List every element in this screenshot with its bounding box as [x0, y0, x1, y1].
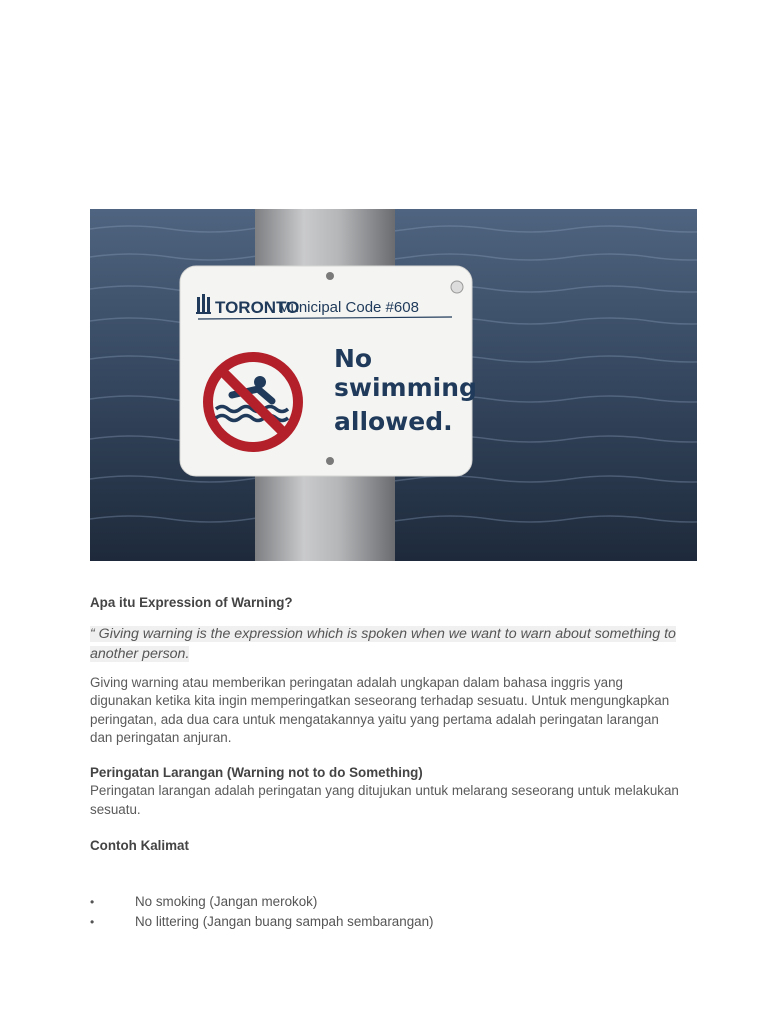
- paragraph-larangan: Peringatan larangan adalah peringatan yang ditujukan untuk melarang seseorang untuk melakukan sesuatu.: [90, 783, 679, 817]
- no-swimming-icon: [208, 357, 298, 447]
- bullet-icon: •: [90, 894, 95, 909]
- sign-line-3: allowed.: [334, 407, 453, 436]
- toronto-logo-icon: [196, 294, 211, 314]
- sign-photo: [90, 209, 697, 561]
- quote-text: “ Giving warning is the expression which is spoken when we want to warn about something to another person.: [90, 625, 676, 662]
- sign-line-1: No: [334, 344, 373, 373]
- list-item-text: No littering (Jangan buang sampah sembarangan): [135, 913, 434, 929]
- sign-code: Municipal Code #608: [278, 299, 419, 316]
- example-list: [90, 892, 680, 932]
- definition-quote: [90, 624, 680, 664]
- heading-expression-of-warning: Apa itu Expression of Warning?: [90, 595, 293, 610]
- screw-icon: [326, 457, 334, 465]
- bolt-icon: [451, 281, 463, 293]
- article-body: [90, 594, 680, 932]
- heading-peringatan-larangan: Peringatan Larangan (Warning not to do Something): [90, 764, 423, 780]
- list-item: [90, 912, 680, 932]
- heading-contoh-kalimat: Contoh Kalimat: [90, 838, 189, 853]
- screw-icon: [326, 272, 334, 280]
- sign-line-2: swimming: [334, 373, 477, 402]
- bullet-icon: •: [90, 914, 95, 929]
- list-item-text: No smoking (Jangan merokok): [135, 893, 318, 909]
- paragraph-intro: Giving warning atau memberikan peringatan adalah ungkapan dalam bahasa inggris yang digunakan ketika kita ingin memperingatkan seseorang terhadap sesuatu. Untuk mengungkapkan peringatan, ada dua cara untuk mengatakannya yaitu yang pertama adalah peringatan larangan dan peringatan anjuran.: [90, 674, 670, 745]
- list-item: [90, 892, 680, 912]
- sign-brand: TORONTO: [215, 298, 300, 317]
